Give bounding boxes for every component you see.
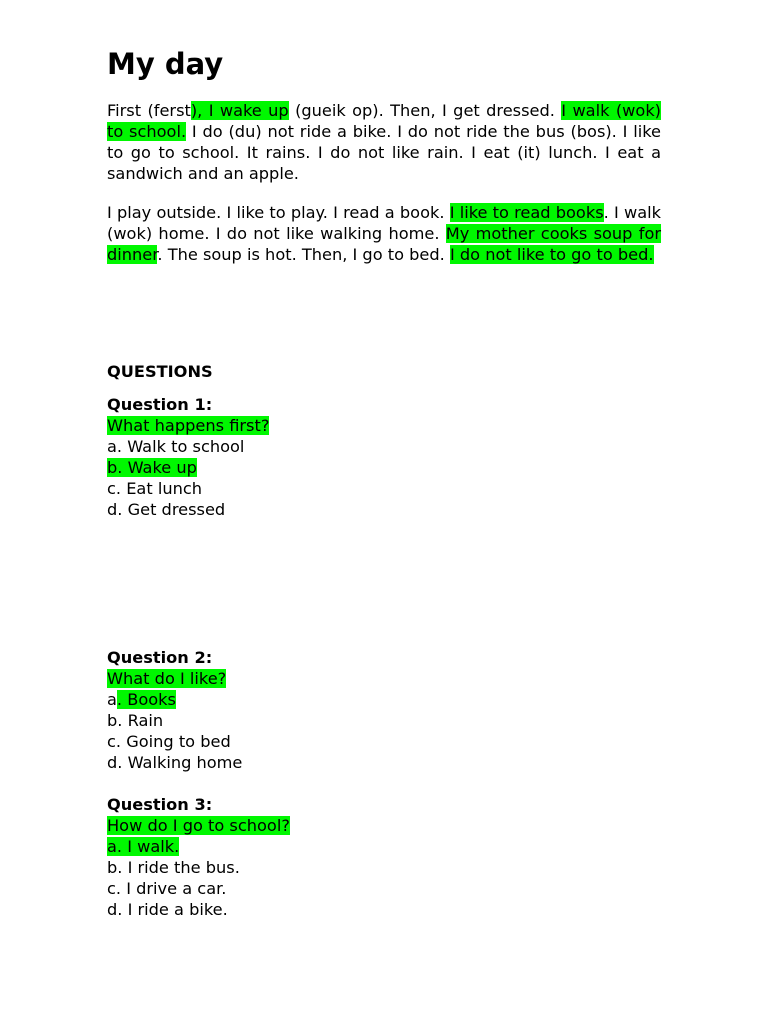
story-paragraph-1 (107, 100, 661, 184)
question-title: Question 3: (107, 795, 213, 814)
answer-option: d. Walking home (107, 753, 243, 772)
answer-option: b. I ride the bus. (107, 858, 240, 877)
paragraph-text: I do (du) not ride a bike. I do not ride the bus (bos). I like to go to school. It rains. I do not like rain. I eat (it) lunch. I eat a sandwich and an apple. (107, 122, 661, 183)
paragraph-text: . I walk (wok) home. I do not like walking home. (107, 203, 662, 243)
answer-option-correct (107, 689, 242, 710)
answer-option-correct (107, 836, 290, 857)
highlighted-text: . Books (116, 690, 176, 709)
highlighted-text: I do not like to go to bed. (449, 245, 654, 264)
story-paragraph-2 (107, 202, 661, 265)
highlighted-text: I like to read books (449, 203, 604, 222)
paragraph-text: (gueik op). Then, I get dressed. (288, 101, 562, 120)
paragraph-text: First (ferst (107, 101, 191, 120)
option-letter: a (107, 690, 117, 709)
question-title: Question 1: (107, 395, 213, 414)
answer-option: c. Eat lunch (107, 479, 203, 498)
answer-option: a. Walk to school (107, 437, 245, 456)
page-title: My day (107, 47, 224, 81)
highlighted-text: I walk (wok) to school. (107, 101, 662, 141)
paragraph-text: I play outside. I like to play. I read a book. (107, 203, 450, 222)
question-prompt (107, 815, 290, 836)
highlighted-text: My mother cooks soup for dinner (107, 224, 662, 264)
highlighted-text: b. Wake up (107, 458, 197, 477)
highlighted-text: How do I go to school? (107, 816, 290, 835)
question-block-3 (107, 794, 290, 920)
highlighted-text: ), I wake up (190, 101, 289, 120)
answer-option: d. Get dressed (107, 500, 226, 519)
paragraph-text: . The soup is hot. Then, I go to bed. (157, 245, 450, 264)
highlighted-text: What do I like? (107, 669, 227, 688)
highlighted-text: What happens first? (107, 416, 270, 435)
answer-option: b. Rain (107, 711, 164, 730)
answer-option: c. I drive a car. (107, 879, 227, 898)
question-prompt (107, 668, 242, 689)
answer-option-correct (107, 457, 269, 478)
question-block-2 (107, 647, 242, 773)
highlighted-text: a. I walk. (107, 837, 180, 856)
question-title: Question 2: (107, 648, 213, 667)
answer-option: c. Going to bed (107, 732, 231, 751)
answer-option: d. I ride a bike. (107, 900, 228, 919)
questions-heading: QUESTIONS (107, 362, 213, 381)
question-prompt (107, 415, 269, 436)
question-block-1 (107, 394, 269, 520)
